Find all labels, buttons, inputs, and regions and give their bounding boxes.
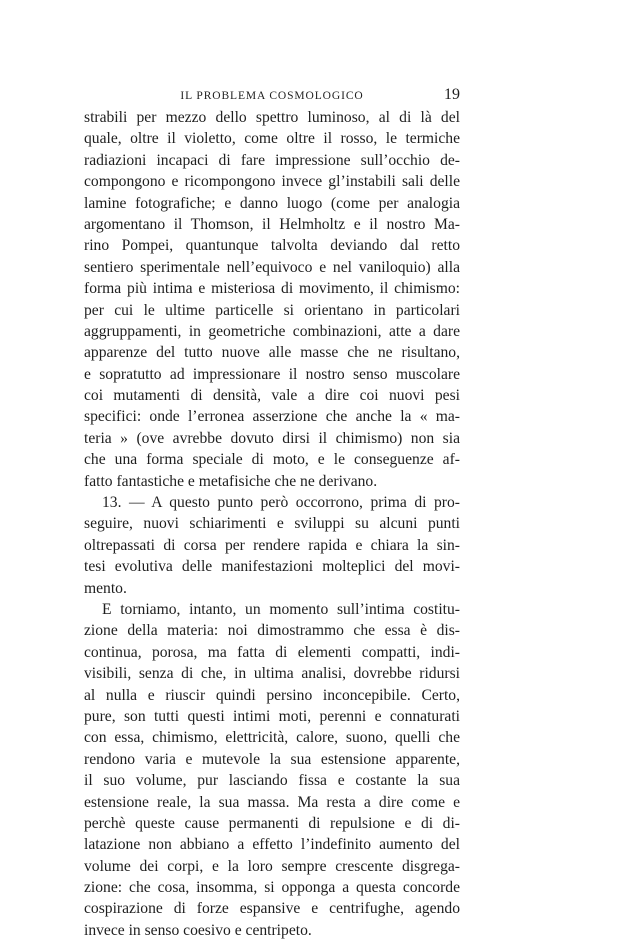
text-line: aggruppamenti, in geometriche combinazioni, atte a dare — [84, 322, 460, 340]
text-line: pure, son tutti questi intimi moti, perenni e connaturati — [84, 707, 460, 725]
text-line: rino Pompei, quantunque talvolta deviando dal retto — [84, 237, 460, 255]
text-line: zione: che cosa, insomma, si opponga a questa concorde — [84, 879, 460, 897]
text-line: latazione non abbiano a effetto l’indefinito aumento del — [84, 836, 460, 854]
text-line: coi mutamenti di densità, vale a dire coi nuovi pesi — [84, 387, 460, 405]
text-line: continua, porosa, ma fatta di elementi compatti, indi- — [84, 643, 460, 661]
text-line: lamine fotografiche; e danno luogo (come per analogia — [84, 194, 460, 212]
text-line: oltrepassati di corsa per rendere rapida e chiara la sin- — [84, 536, 460, 554]
text-line: specifici: onde l’erronea asserzione che anche la « ma- — [84, 408, 460, 426]
text-line: invece in senso coesivo e centripeto. — [84, 921, 312, 939]
text-line: compongono e ricompongono invece gl’instabili sali delle — [84, 173, 460, 191]
text-line: zione della materia: noi dimostrammo che essa è dis- — [84, 622, 460, 640]
text-line: visibili, senza di che, in ultima analisi, dovrebbe ridursi — [84, 665, 460, 683]
running-title: IL PROBLEMA COSMOLOGICO — [180, 90, 364, 102]
text-line: rendono varia e mutevole la sua estensione apparente, — [84, 750, 460, 768]
text-line: quale, oltre il violetto, come oltre il rosso, le termiche — [84, 130, 460, 148]
text-line: tesi evolutiva delle manifestazioni molteplici del movi- — [84, 558, 460, 576]
text-line: e sopratutto ad impressionare il nostro senso muscolare — [84, 365, 460, 383]
page-number: 19 — [444, 86, 460, 103]
text-line: argomentano il Thomson, il Helmholtz e il nostro Ma- — [84, 215, 460, 233]
section-heading-line: 13. — A questo punto però occorrono, prima di pro- — [102, 494, 460, 512]
text-line: sentiero sperimentale nell’equivoco e nel vaniloquio) alla — [84, 258, 460, 276]
paragraph-start-line: E torniamo, intanto, un momento sull’intima costitu- — [102, 600, 460, 618]
text-line: fatto fantastiche e metafisiche che ne derivano. — [84, 472, 378, 490]
running-head — [84, 86, 460, 108]
text-line: per cui le ultime particelle si orientano in particolari — [84, 301, 460, 319]
text-line: estensione reale, la sua massa. Ma resta a dire come e — [84, 793, 460, 811]
text-line: seguire, nuovi schiarimenti e sviluppi su alcuni punti — [84, 515, 460, 533]
text-line: radiazioni incapaci di fare impressione sull’occhio de- — [84, 151, 460, 169]
text-line: apparenze del tutto nuove alle masse che ne risultano, — [84, 344, 460, 362]
text-line: forma più intima e misteriosa di movimento, il chimismo: — [84, 280, 460, 298]
text-line: strabili per mezzo dello spettro luminoso, al di là del — [84, 109, 460, 126]
body-text — [84, 107, 460, 941]
text-line: volume dei corpi, e la loro sempre crescente disgrega- — [84, 857, 460, 875]
text-line: con essa, chimismo, elettricità, calore, suono, quelli che — [84, 729, 460, 747]
text-line: che una forma speciale di moto, e le conseguenze af- — [84, 451, 460, 469]
text-line: perchè queste cause permanenti di repulsione e di di- — [84, 814, 460, 832]
text-line: il suo volume, pur lasciando fissa e costante la sua — [84, 772, 460, 790]
text-line: cospirazione di forze espansive e centrifughe, agendo — [84, 900, 460, 918]
text-line: teria » (ove avrebbe dovuto dirsi il chimismo) non sia — [84, 429, 460, 447]
text-line: mento. — [84, 579, 127, 597]
text-line: al nulla e riuscir quindi persino inconcepibile. Certo, — [84, 686, 460, 704]
